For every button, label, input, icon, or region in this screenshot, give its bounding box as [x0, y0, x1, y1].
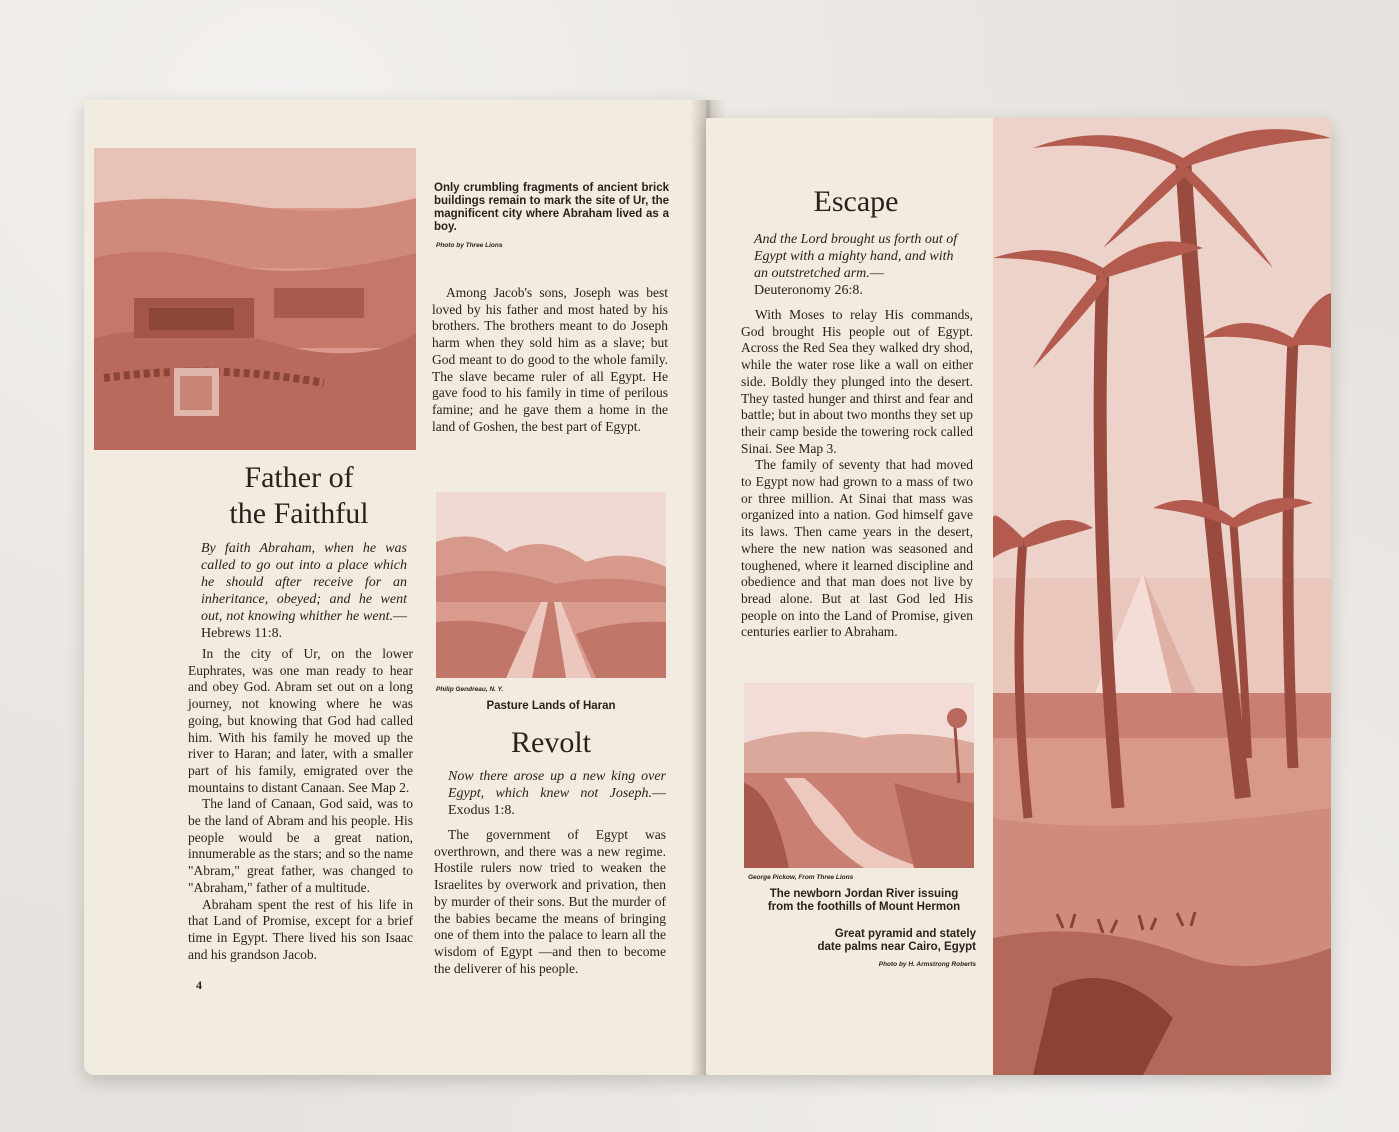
father-paragraph-3: Abraham spent the rest of his life in that Land of Promise, except for a brief time in Egypt. There lived his son Isaac and his grandson Jacob.: [188, 896, 413, 962]
revolt-title: Revolt: [511, 726, 591, 759]
revolt-body-text: The government of Egypt was overthrown, and there was a new regime. Hostile rulers now tried to weaken the Israelites by overwork and privation, then by murder of their sons. But the murder of the babies became the means of bringing one of them into the palace to learn all the wisdom of Egypt —and then to become the deliverer of his people.: [434, 827, 666, 976]
father-body-text: [188, 646, 413, 963]
exodus-quote: [448, 768, 666, 819]
pyramid-palms-photo: [993, 118, 1331, 1075]
escape-quote-text: And the Lord brought us forth out of Egypt with a mighty hand, and with an outstretched arm.: [754, 232, 958, 281]
right-page: [706, 118, 1331, 1075]
escape-quote-reference: —Deuteronomy 26:8.: [754, 266, 884, 298]
pyramid-photo-credit: Photo by H. Armstrong Roberts: [878, 961, 976, 968]
father-paragraph-2: The land of Canaan, God said, was to be the land of Abram and his people. His people would be a great nation, innumerable as the stars; and so the name "Abram," great father, was changed to "Abraham," father of a multitude.: [188, 796, 413, 895]
haran-pasture-photo: [436, 492, 666, 678]
escape-body-text: [741, 307, 973, 641]
revolt-quote-reference: —Exodus 1:8.: [448, 786, 666, 818]
father-of-faithful-title: [179, 460, 419, 532]
hebrews-quote: [201, 540, 407, 642]
quote-text: By faith Abraham, when he was called to go out into a place which he should after receive for an inheritance, obeyed; and he went out, not knowing whither he went.: [201, 541, 407, 624]
haran-photo-caption: Pasture Lands of Haran: [486, 700, 616, 712]
jordan-photo-caption: The newborn Jordan River issuing from the foothills of Mount Hermon: [767, 888, 961, 913]
quote-reference: —Hebrews 11:8.: [201, 609, 407, 641]
jordan-photo-credit: George Pickow, From Three Lions: [748, 874, 854, 881]
haran-photo-credit: Philip Gendreau, N. Y.: [436, 686, 504, 693]
pyramid-photo-caption: Great pyramid and stately date palms near Cairo, Egypt: [817, 928, 976, 953]
left-page: [84, 100, 706, 1075]
title-line-2: the Faithful: [229, 497, 369, 530]
ur-photo-credit: Photo by Three Lions: [436, 242, 503, 249]
revolt-quote-text: Now there arose up a new king over Egypt, which knew not Joseph.: [448, 769, 666, 801]
father-paragraph-1: In the city of Ur, on the lower Euphrates, was one man ready to hear and obey God. Abram set out on a long journey, not knowing where he was going, but knowing that God had called him. With his family he moved up the river to Haran; and later, with a smaller part of his family, emigrated over the mountains to distant Canaan. See Map 2.: [188, 646, 413, 795]
page-number: 4: [196, 978, 202, 992]
deuteronomy-quote: [754, 231, 960, 299]
escape-title: Escape: [813, 185, 899, 218]
ur-photo-caption: Only crumbling fragments of ancient brick buildings remain to mark the site of Ur, the magnificent city where Abraham lived as a boy.: [434, 182, 669, 233]
title-line-1: Father of: [244, 461, 354, 494]
escape-paragraph-1: With Moses to relay His commands, God brought His people out of Egypt. Across the Red Sea they walked dry shod, while the water rose like a wall on either side. Boldly they plunged into the desert. They tasted hunger and thirst and fear and battle; but in about two months they set up their camp beside the towering rock called Sinai. See Map 3.: [741, 307, 973, 456]
escape-paragraph-2: The family of seventy that had moved to Egypt now had grown to a mass of two or three million. At Sinai that mass was organized into a nation. God himself gave its laws. Then came years in the desert, where the new nation was seasoned and toughened, where it learned discipline and obedience and that man does not live by bread alone. But at last God led His people on into the Land of Promise, given centuries earlier to Abraham.: [741, 457, 973, 640]
joseph-paragraph: Among Jacob's sons, Joseph was best loved by his father and most hated by his brothers. The brothers meant to do Joseph harm when they sold him as a slave; but God meant to do good to the whole family. The slave became ruler of all Egypt. He gave food to his family in time of perilous famine; and he gave them a home in the land of Goshen, the best part of Egypt.: [432, 285, 668, 434]
jordan-river-photo: [744, 683, 974, 868]
ur-ruins-photo: [94, 148, 416, 450]
